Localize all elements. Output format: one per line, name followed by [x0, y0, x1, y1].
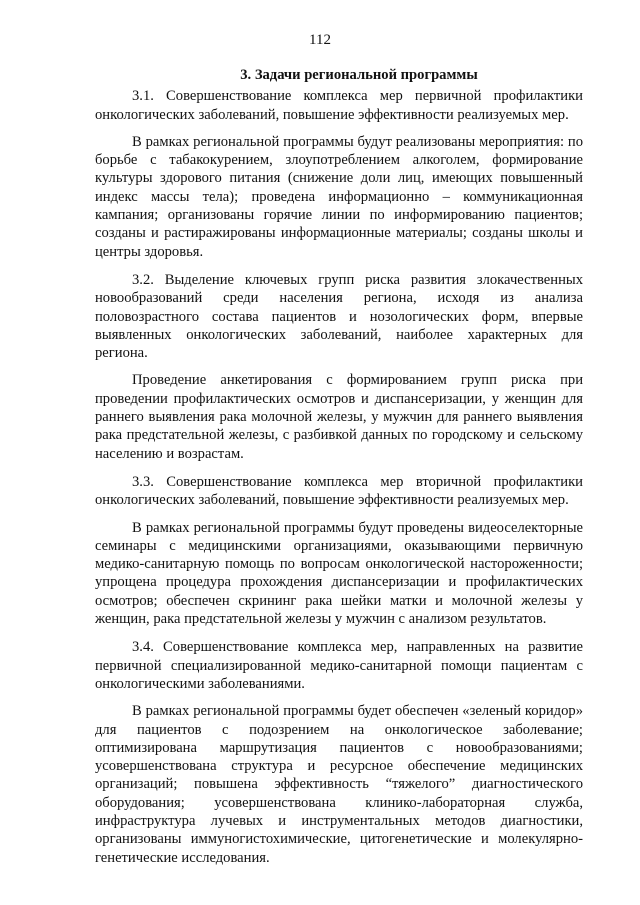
document-body	[95, 66, 583, 877]
page-number: 112	[309, 32, 331, 48]
subsection-3-3-text: В рамках региональной программы будут проведены видеоселекторные семинары с медицинскими организациями, оказывающими первичную медико-санитарную помощь по вопросам онкологической настороженности; упрощена процедура прохождения диспансеризации и профилактических осмотров; обеспечен скрининг рака шейки матки и молочной железы у женщин, рака предстательной железы у мужчин с анализом результатов.	[95, 519, 583, 628]
subsection-3-2-text: Проведение анкетирования с формированием групп риска при проведении профилактических осмотров и диспансеризации, у женщин для раннего выявления рака молочной железы, у мужчин для раннего выявления рака предстательной железы, с разбивкой данных по городскому и сельскому населению и возрастам.	[95, 372, 583, 462]
subsection-3-1-heading: 3.1. Совершенствование комплекса мер первичной профилактики онкологических заболеваний, повышение эффективности реализуемых мер.	[95, 88, 583, 123]
subsection-3-1-text: В рамках региональной программы будут реализованы мероприятия: по борьбе с табакокурением, злоупотреблением алкоголем, формирование культуры здорового питания (снижение доли лиц, имеющих повышенный индекс массы тела); проведена информационно – коммуникационная кампания; организованы горячие линии по информированию пациентов; созданы и растиражированы информационные материалы; созданы школы и центры здоровья.	[95, 133, 583, 260]
subsection-3-2-heading: 3.2. Выделение ключевых групп риска развития злокачественных новообразований среди населения региона, исходя из анализа половозрастного состава пациентов и нозологических форм, впервые выявленных онкологических заболеваний, наиболее характерных для региона.	[95, 271, 583, 362]
section-title: 3. Задачи региональной программы	[240, 67, 478, 83]
subsection-3-4-heading: 3.4. Совершенствование комплекса мер, направленных на развитие первичной специализированной медико-санитарной помощи пациентам с онкологическими заболеваниями.	[95, 639, 583, 692]
subsection-3-4-text: В рамках региональной программы будет обеспечен «зеленый коридор» для пациентов с подозрением на онкологическое заболевание; оптимизирована маршрутизация пациентов с новообразованиями; усовершенствована структура и ресурсное обеспечение медицинских организаций; повышена эффективность “тяжелого” диагностического оборудования; усовершенствована клинико-лабораторная служба, инфраструктура лучевых и инструментальных методов диагностики, организованы иммуногистохимические, цитогенетические и молекулярно-генетические исследования.	[95, 703, 583, 866]
subsection-3-3-heading: 3.3. Совершенствование комплекса мер вторичной профилактики онкологических заболеваний, повышение эффективности реализуемых мер.	[95, 473, 583, 509]
